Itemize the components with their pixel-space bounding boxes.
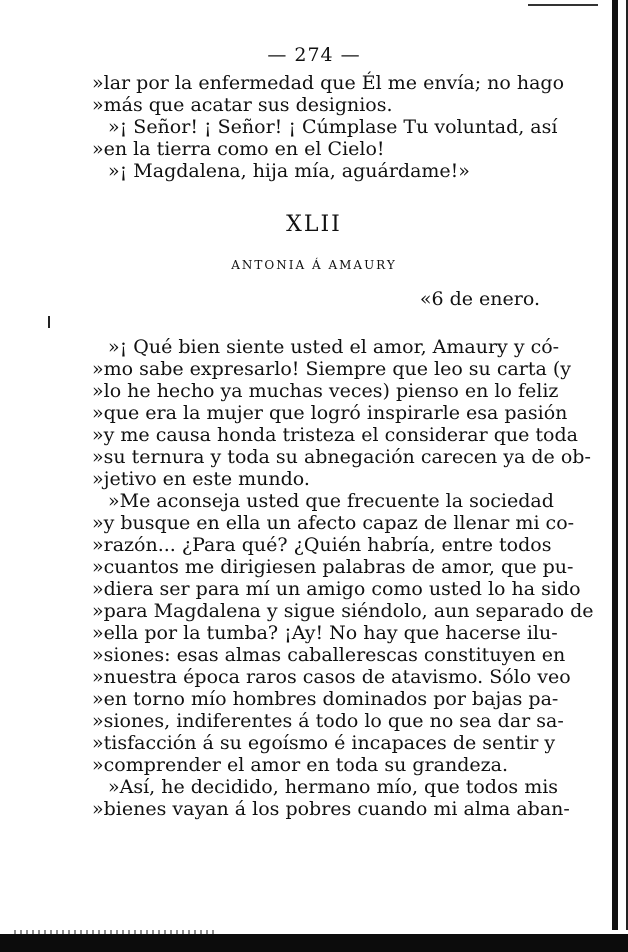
letter-date: «6 de enero. xyxy=(419,288,540,310)
text-line: »ella por la tumba? ¡Ay! No hay que hacerse ilu- xyxy=(92,622,558,644)
text-line: »¡ Señor! ¡ Señor! ¡ Cúmplase Tu voluntad, así xyxy=(108,116,558,138)
text-line: »¡ Magdalena, hija mía, aguárdame!» xyxy=(108,160,470,182)
text-line: »y busque en ella un afecto capaz de llenar mi co- xyxy=(92,512,575,534)
text-line: »diera ser para mí un amigo como usted lo ha sido xyxy=(92,578,581,600)
text-line: »y me causa honda tristeza el considerar que toda xyxy=(92,424,578,446)
text-line: »lo he hecho ya muchas veces) pienso en lo feliz xyxy=(92,380,559,402)
text-line: »comprender el amor en toda su grandeza. xyxy=(92,754,508,776)
letter-title: ANTONIA Á AMAURY xyxy=(231,258,397,272)
scan-bottom-border xyxy=(0,934,628,952)
text-line: »¡ Qué bien siente usted el amor, Amaury y có- xyxy=(108,336,560,358)
text-line: »su ternura y toda su abnegación carecen ya de ob- xyxy=(92,446,591,468)
text-line: »que era la mujer que logró inspirarle esa pasión xyxy=(92,402,568,424)
scan-edge-shadow xyxy=(612,0,618,930)
chapter-heading: XLII xyxy=(286,212,342,237)
text-line: »tisfacción á su egoísmo é incapaces de sentir y xyxy=(92,732,556,754)
text-line: »lar por la enfermedad que Él me envía; no hago xyxy=(92,72,565,94)
text-line: »razón... ¿Para qué? ¿Quién habría, entre todos xyxy=(92,534,552,556)
text-line: »jetivo en este mundo. xyxy=(92,468,310,490)
text-line: »nuestra época raros casos de atavismo. Sólo veo xyxy=(92,666,571,688)
text-line: »cuantos me dirigiesen palabras de amor, que pu- xyxy=(92,556,574,578)
text-line: »mo sabe expresarlo! Siempre que leo su carta (y xyxy=(92,358,572,380)
text-line: »Me aconseja usted que frecuente la sociedad xyxy=(108,490,554,512)
text-line: »para Magdalena y sigue siéndolo, aun separado de xyxy=(92,600,594,622)
text-line: »siones: esas almas caballerescas constituyen en xyxy=(92,644,566,666)
text-line: »en torno mío hombres dominados por bajas pa- xyxy=(92,688,559,710)
page-number: — 274 — xyxy=(267,44,361,66)
text-line: »en la tierra como en el Cielo! xyxy=(92,138,385,160)
text-line: »siones, indiferentes á todo lo que no sea dar sa- xyxy=(92,710,564,732)
scan-speck xyxy=(528,4,598,6)
scan-mark xyxy=(48,316,50,328)
text-line: »Así, he decidido, hermano mío, que todos mis xyxy=(108,776,559,798)
text-line: »bienes vayan á los pobres cuando mi alma aban- xyxy=(92,798,570,820)
text-line: »más que acatar sus designios. xyxy=(92,94,393,116)
